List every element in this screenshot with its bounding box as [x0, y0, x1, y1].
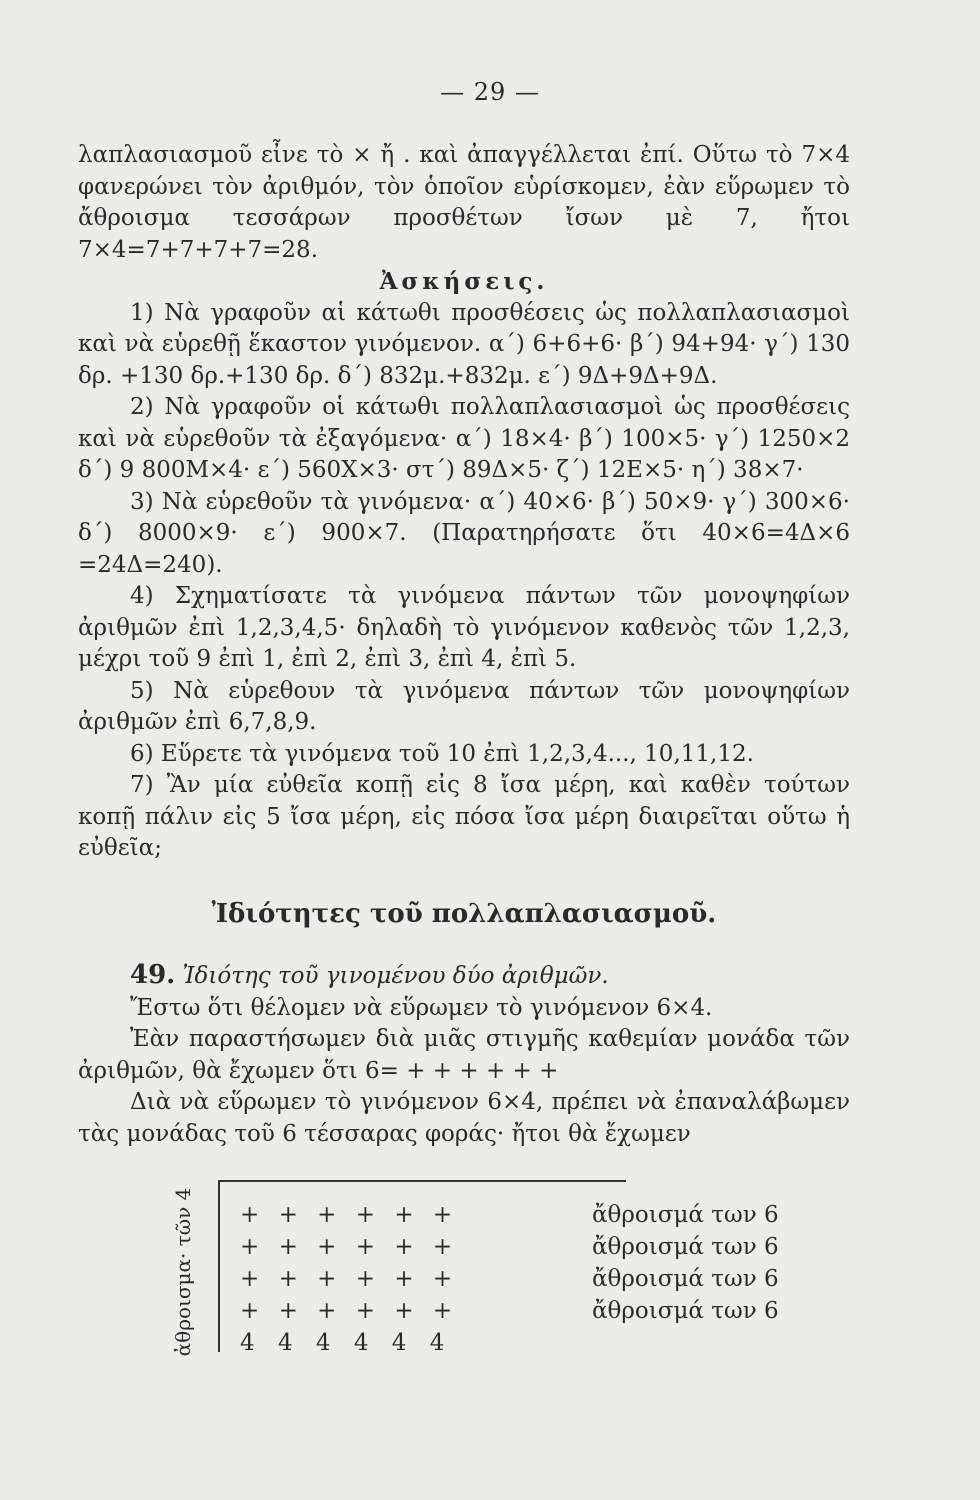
figure-row-4: [240, 1298, 800, 1328]
row-label: ἄθροισμά των 6: [592, 1234, 779, 1260]
row-label: ἄθροισμά των 6: [592, 1266, 779, 1292]
chapter-heading: Ἰδιότητες τοῦ πολλαπλασιασμοῦ.: [211, 898, 717, 929]
exercise-5: 5) Νὰ εὑρεθουν τὰ γινόμενα πάντων τῶν μονοψηφίων ἀριθμῶν ἐπὶ 6,7,8,9.: [78, 677, 850, 735]
figure-row-3: [240, 1266, 800, 1296]
figure-horizontal-rule: [218, 1180, 626, 1182]
section-heading: [78, 960, 850, 993]
dot-grid-figure: [160, 1172, 800, 1372]
row-marks: + + + + + +: [240, 1298, 459, 1324]
exercise-3: 3) Νὰ εὑρεθοῦν τὰ γινόμενα· α΄) 40×6· β΄) 50×9· γ΄) 300×6· δ΄) 8000×9· ε΄) 900×7. (Παρατηρήσατε ὅτι 40×6=4Δ×6 =24Δ=240).: [78, 488, 850, 578]
row-label: ἄθροισμά των 6: [592, 1202, 779, 1228]
figure-side-label: ἀθροισμα· τῶν 4: [171, 1187, 195, 1357]
row-label: ἄθροισμά των 6: [592, 1298, 779, 1324]
exercise-7: 7) Ἂν μία εὐθεῖα κοπῇ εἰς 8 ἴσα μέρη, καὶ καθὲν τούτων κοπῇ πάλιν εἰς 5 ἴσα μέρη, εἰς πόσα ἴσα μέρη διαιρεῖται οὕτω ἡ εὐθεῖα;: [78, 772, 850, 861]
exercise-4: 4) Σχηματίσατε τὰ γινόμενα πάντων τῶν μονοψηφίων ἀριθμῶν ἐπὶ 1,2,3,4,5· δηλαδὴ τὸ γινόμενον καθενὸς τῶν 1,2,3, μέχρι τοῦ 9 ἐπὶ 1, ἐπὶ 2, ἐπὶ 3, ἐπὶ 4, ἐπὶ 5.: [78, 583, 850, 672]
row-marks: + + + + + +: [240, 1266, 459, 1292]
row-marks: + + + + + +: [240, 1202, 459, 1228]
row-marks: + + + + + +: [240, 1234, 459, 1260]
exercise-6: 6) Εὕρετε τὰ γινόμενα τοῦ 10 ἐπὶ 1,2,3,4..., 10,11,12.: [130, 740, 754, 767]
section-number: 49.: [130, 960, 176, 990]
body-paragraph-2: Ἐὰν παραστήσωμεν διὰ μιᾶς στιγμῆς καθεμίαν μονάδα τῶν ἀριθμῶν, θὰ ἔχωμεν ὅτι 6= + + + + + +: [78, 1026, 850, 1084]
figure-row-2: [240, 1234, 800, 1264]
section-title: Ἰδιότης τοῦ γινομένου δύο ἀριθμῶν.: [182, 963, 609, 989]
figure-row-1: [240, 1202, 800, 1232]
body-paragraph-3: Διὰ νὰ εὕρωμεν τὸ γινόμενον 6×4, πρέπει νὰ ἐπαναλάβωμεν τὰς μονάδας τοῦ 6 τέσσαρας φοράς· ἤτοι θὰ ἔχωμεν: [78, 1089, 850, 1147]
exercise-1: 1) Νὰ γραφοῦν αἱ κάτωθι προσθέσεις ὡς πολλαπλασιασμοὶ καὶ νὰ εὑρεθῇ ἕκαστον γινόμενον. α΄) 6+6+6· β΄) 94+94· γ΄) 130 δρ. +130 δρ.+130 δρ. δ΄) 832μ.+832μ. ε΄) 9Δ+9Δ+9Δ.: [78, 299, 850, 389]
intro-paragraph: λαπλασιασμοῦ εἶνε τὸ × ἤ . καὶ ἀπαγγέλλεται ἐπί. Οὕτω τὸ 7×4 φανερώνει τὸν ἀριθμόν, τὸν ὁποῖον εὑρίσκομεν, ἐὰν εὕρωμεν τὸ ἄθροισμα τεσσάρων προσθέτων ἴσων μὲ 7, ἤτοι 7×4=7+7+7+7=28.: [78, 142, 850, 263]
exercise-2: 2) Νὰ γραφοῦν οἱ κάτωθι πολλαπλασιασμοὶ ὡς προσθέσεις καὶ νὰ εὑρεθοῦν τὰ ἐξαγόμενα· α΄) 18×4· β΄) 100×5· γ΄) 1250×2 δ΄) 9 800Μ×4· ε΄) 560Χ×3· στ΄) 89Δ×5· ζ΄) 12Ε×5· η΄) 38×7·: [78, 394, 850, 483]
page-body: [78, 140, 850, 1150]
exercises-heading: Ἀσκήσεις.: [379, 268, 549, 295]
figure-vertical-rule: [218, 1180, 220, 1352]
body-paragraph-1: Ἔστω ὅτι θέλομεν νὰ εὕρωμεν τὸ γινόμενον 6×4.: [130, 994, 713, 1021]
figure-bottom-row: 4 4 4 4 4 4: [240, 1330, 445, 1356]
page-number: — 29 —: [440, 78, 540, 106]
